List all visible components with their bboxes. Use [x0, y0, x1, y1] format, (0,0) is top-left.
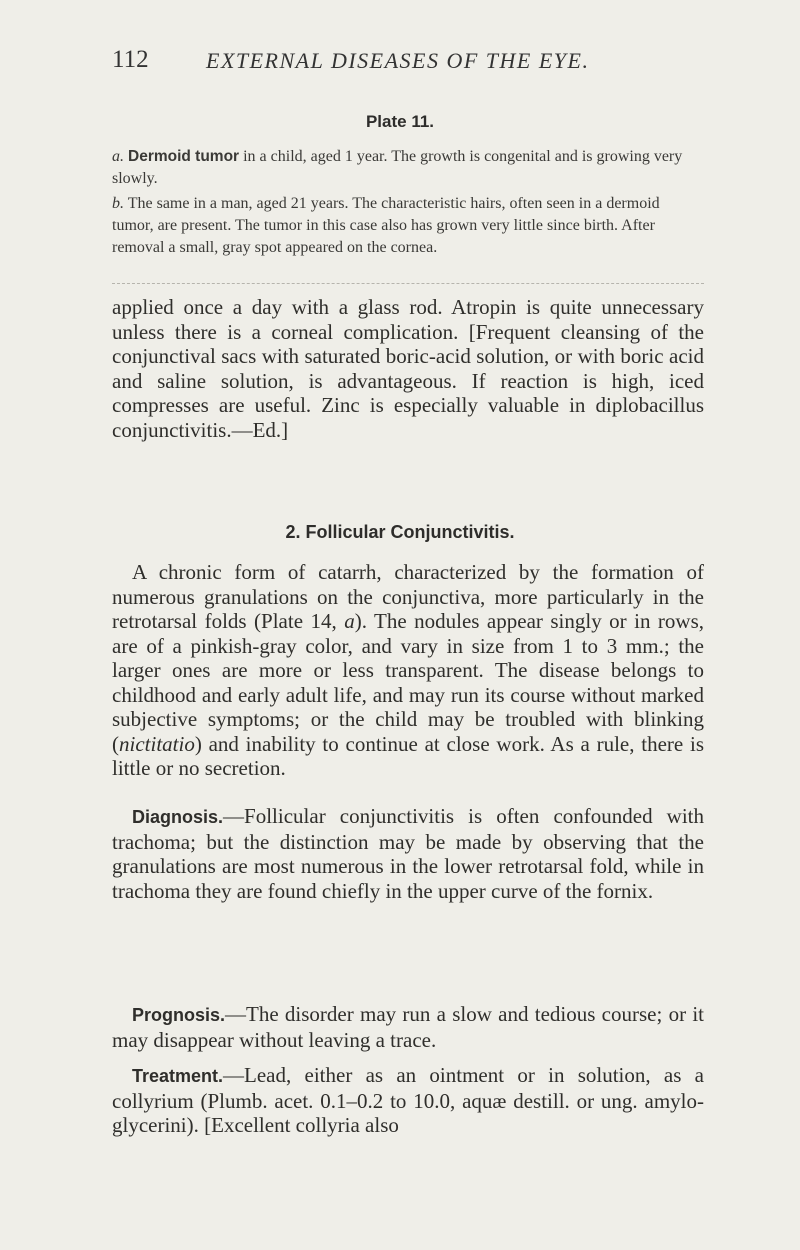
- paragraph-description: [112, 560, 704, 781]
- section-heading: 2. Follicular Conjunctivitis.: [285, 522, 515, 542]
- paragraph-treatment-continued: applied once a day with a glass rod. Atropin is quite unnecessary unless there is a corneal complication. [Frequent cleansing of the conjunctival sacs with saturated boric-acid solution, or with boric acid and saline solution, is advantageous. If reaction is high, iced compresses are useful. Zinc is especially valuable in diplobacillus conjunctivitis.—Ed.]: [112, 295, 704, 442]
- caption-a-text: in a child, aged 1 year. The growth is congenital and is growing very slowly.: [112, 148, 683, 187]
- para-2-part-2: ). The nodules appear singly or in rows, are of a pinkish-gray color, and vary in size from 1 to 3 mm.; the larger ones are more or less transparent. The disease belongs to childhood and early adult life, and may run its course without marked subjective symptoms; or the child may be troubled with blinking (: [112, 609, 704, 756]
- para-2-italic-2: nictitatio: [119, 731, 195, 756]
- prognosis-heading: Prognosis.: [132, 1005, 226, 1025]
- treatment-heading: Treatment.: [132, 1066, 224, 1086]
- plate-caption-b: [112, 193, 704, 259]
- running-head: [112, 46, 712, 80]
- caption-b-text: The same in a man, aged 21 years. The characteristic hairs, often seen in a dermoid tumor, are present. The tumor in this case also has grown very little since birth. After removal a small, gray spot appeared on the cornea.: [112, 195, 660, 256]
- diagnosis-heading: Diagnosis.: [132, 807, 224, 827]
- plate-caption-a: [112, 146, 704, 190]
- caption-divider: [112, 283, 704, 284]
- plate-heading: Plate 11.: [365, 112, 435, 131]
- diagnosis-text: —Follicular conjunctivitis is often confounded with trachoma; but the distinction may be made by observing that the granulations are most numerous in the lower retrotarsal fold, while in trachoma they are found chiefly in the upper curve of the fornix.: [112, 804, 704, 903]
- para-2-italic-1: a: [344, 609, 355, 633]
- paragraph-treatment: [112, 1063, 704, 1138]
- caption-a-letter: a.: [112, 148, 124, 165]
- prognosis-text: —The disorder may run a slow and tedious course; or it may disappear without leaving a trace.: [112, 1002, 704, 1052]
- running-title: EXTERNAL DISEASES OF THE EYE.: [206, 48, 590, 73]
- page-number: 112: [112, 46, 149, 73]
- caption-b-letter: b.: [112, 195, 124, 212]
- paragraph-prognosis: [112, 1002, 704, 1052]
- treatment-text: —Lead, either as an ointment or in solution, as a collyrium (Plumb. acet. 0.1–0.2 to 10.0, aquæ destill. or ung. amylo-glycerini). [Excellent collyria also: [112, 1063, 704, 1137]
- para-2-part-3: ) and inability to continue at close work. As a rule, there is little or no secretion.: [112, 731, 704, 780]
- caption-a-term: Dermoid tumor: [128, 148, 240, 165]
- para-2-part-1: A chronic form of catarrh, characterized by the formation of numerous granulations on the conjunctiva, more particularly in the retrotarsal folds (Plate 14,: [112, 560, 704, 633]
- paragraph-diagnosis: [112, 804, 704, 903]
